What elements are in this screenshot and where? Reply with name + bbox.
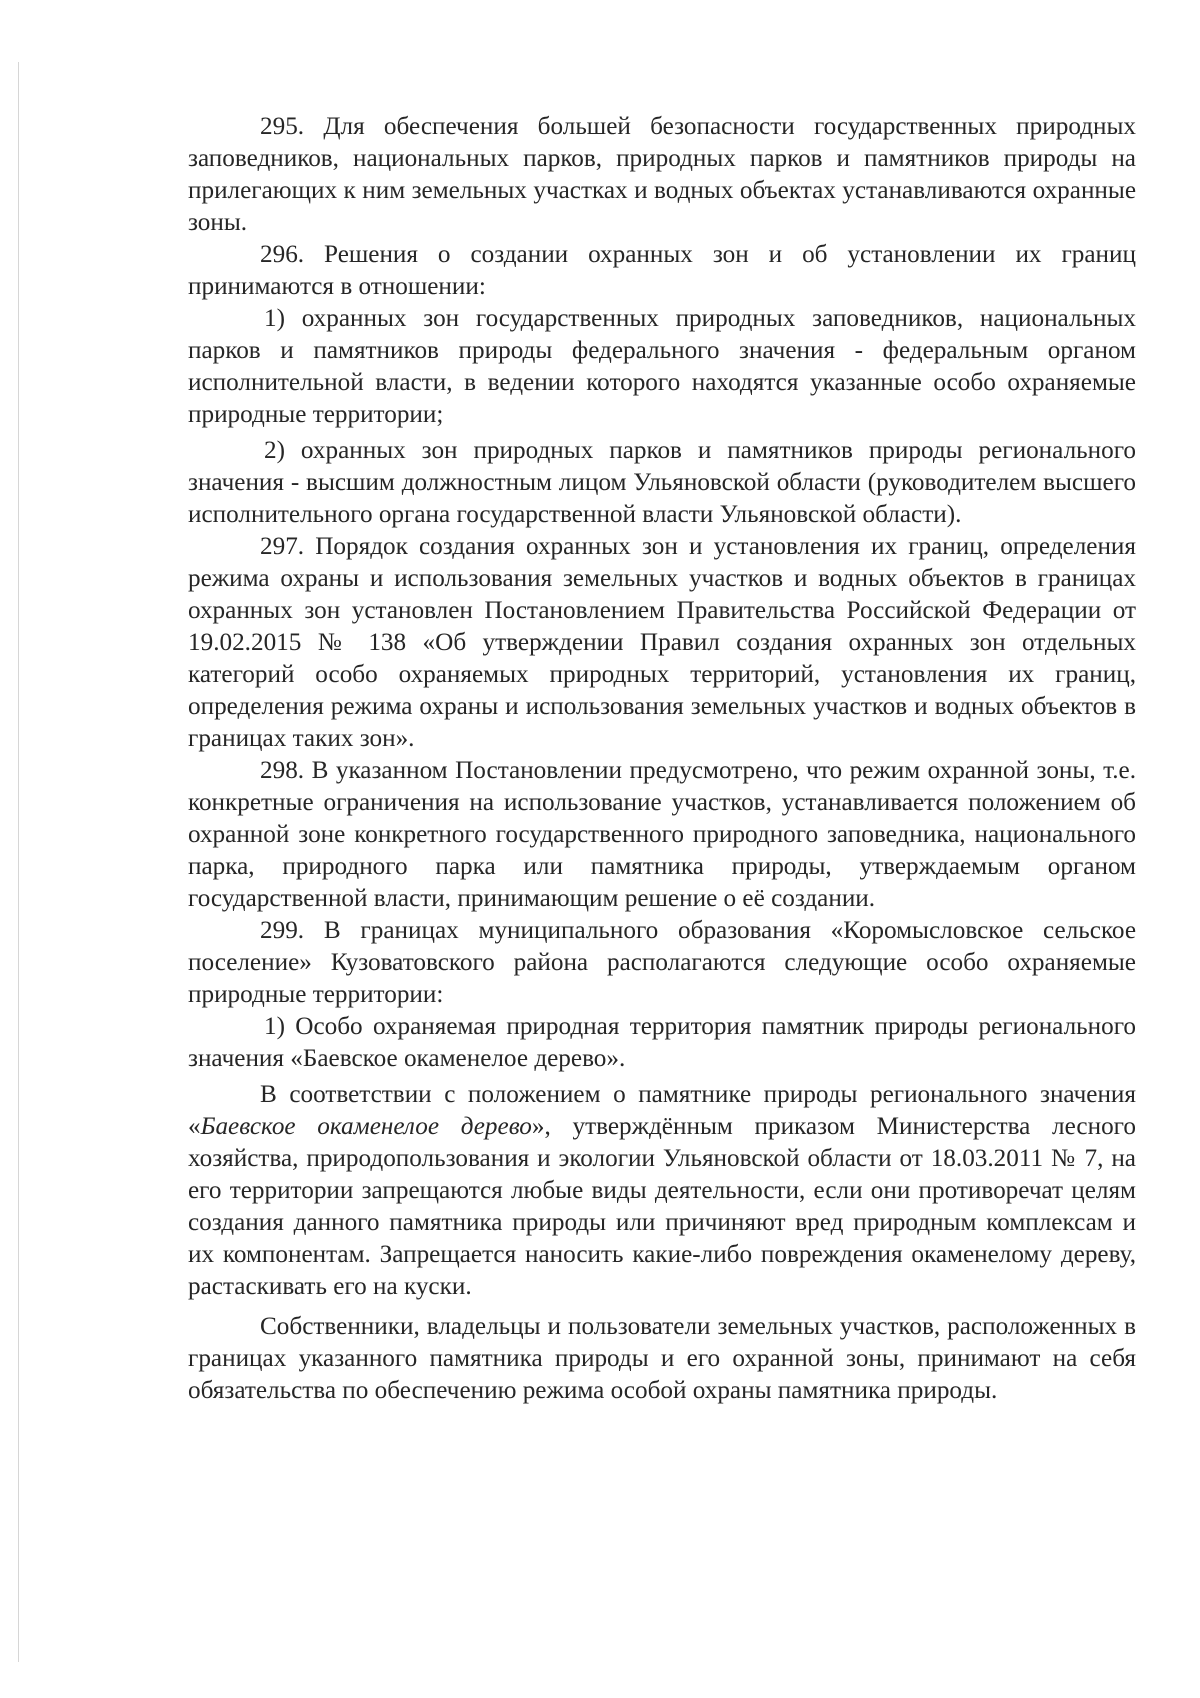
document-body [188, 111, 1136, 1407]
paragraph-owners-obligations: Собственники, владельцы и пользователи земельных участков, расположенных в границах указанного памятника природы и его охранной зоны, принимают на себя обязательства по обеспечению режима особой охраны памятника природы. [188, 1313, 1136, 1404]
list-item-296-2: 2) охранных зон природных парков и памятников природы регионального значения - высшим должностным лицом Ульяновской области (руководителем высшего исполнительного органа государственной власти Ульяновской области). [188, 437, 1136, 528]
regulations-text-end: », утверждённым приказом Министерства лесного хозяйства, природопользования и экологии Ульяновской области от 18.03.2011 № 7, на его территории запрещаются любые виды деятельности, если они противоречат целям создания данного памятника природы или причиняют вред природным комплексам и их компонентам. Запрещается наносить какие-либо повреждения окаменелому дереву, растаскивать его на куски. [188, 1113, 1136, 1300]
list-item-296-1: 1) охранных зон государственных природных заповедников, национальных парков и памятников природы федерального значения - федеральным органом исполнительной власти, в ведении которого находятся указанные особо охраняемые природные территории; [188, 305, 1136, 428]
paragraph-monument-regulations [188, 1079, 1136, 1303]
paragraph-299: 299. В границах муниципального образования «Коромысловское сельское поселение» Кузоватовского района располагаются следующие особо охраняемые природные территории: [188, 917, 1136, 1008]
paragraph-298: 298. В указанном Постановлении предусмотрено, что режим охранной зоны, т.е. конкретные ограничения на использование участков, устанавливается положением об охранной зоне конкретного государственного природного заповедника, национального парка, природного парка или памятника природы, утверждаемым органом государственной власти, принимающим решение о её создании. [188, 757, 1136, 912]
paragraph-297: 297. Порядок создания охранных зон и установления их границ, определения режима охраны и использования земельных участков и водных объектов в границах охранных зон установлен Постановлением Правительства Российской Федерации от 19.02.2015 № 138 «Об утверждении Правил создания охранных зон отдельных категорий особо охраняемых природных территорий, установления их границ, определения режима охраны и использования земельных участков и водных объектов в границах таких зон». [188, 533, 1136, 752]
paragraph-296: 296. Решения о создании охранных зон и об установлении их границ принимаются в отношении: [188, 241, 1136, 300]
scan-edge-line [18, 62, 19, 1662]
paragraph-295: 295. Для обеспечения большей безопасности государственных природных заповедников, национальных парков, природных парков и памятников природы на прилегающих к ним земельных участках и водных объектах устанавливаются охранные зоны. [188, 113, 1136, 236]
list-item-299-1: 1) Особо охраняемая природная территория памятник природы регионального значения «Баевское окаменелое дерево». [188, 1013, 1136, 1072]
monument-name-italic: Баевское окаменелое дерево [200, 1113, 532, 1140]
regulations-text-start: В соответствии с положением о памятнике природы регионального значения « [188, 1081, 1136, 1140]
